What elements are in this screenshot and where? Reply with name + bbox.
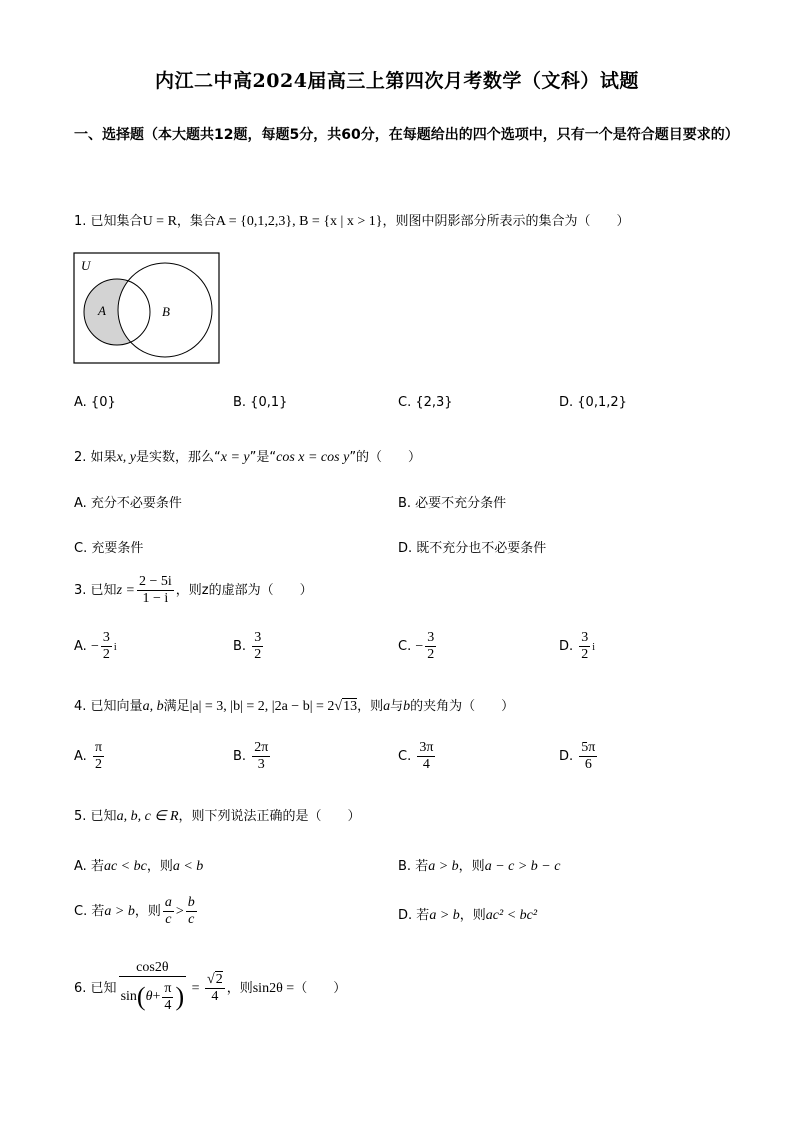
- q5-text-b: ，则下列说法正确的是（ ）: [178, 809, 361, 824]
- q2-text-d: ”的（ ）: [349, 450, 422, 465]
- q4-option-c[interactable]: C. $\frac{3\pi}{4}$: [398, 740, 434, 772]
- q5-option-b[interactable]: B. 若a > b，则a − c > b − c: [398, 859, 561, 874]
- q5-number: 5.: [74, 809, 87, 824]
- q1-number: 1.: [74, 214, 87, 229]
- q3-option-a[interactable]: A. − $\frac{3}{2}$ i: [74, 630, 117, 662]
- question-4: 4. 已知向量a, b满足|a| = 3, |b| = 2, |2a − b| = 2√13，则a与b的夹角为（ ）: [74, 699, 515, 714]
- q4-vectors: a, b: [142, 699, 164, 714]
- q4-condition: |a| = 3, |b| = 2, |2a − b| = 2: [189, 699, 335, 714]
- q6-ask: sin2θ =: [252, 981, 295, 997]
- q6-text-b: ，则: [226, 981, 253, 997]
- q4-text-a: 已知向量: [90, 699, 143, 714]
- q3-z: z =: [116, 583, 135, 598]
- q3-option-d[interactable]: D. $\frac{3}{2}$ i: [559, 630, 596, 662]
- q5-option-c[interactable]: C. 若a > b，则 $\frac{a}{c}$ > $\frac{b}{c}$: [74, 895, 195, 927]
- q4-option-a[interactable]: A. $\frac{\pi}{2}$: [74, 740, 103, 772]
- q3-fraction: [137, 574, 174, 607]
- q3-option-c[interactable]: C. − $\frac{3}{2}$: [398, 630, 435, 662]
- q5-option-a[interactable]: A. 若ac < bc，则a < b: [74, 859, 204, 874]
- q2-cond1: x = y: [220, 450, 250, 465]
- q1-option-a[interactable]: A. {0}: [74, 395, 116, 410]
- q2-option-b[interactable]: B. 必要不充分条件: [398, 496, 507, 511]
- q2-option-c[interactable]: C. 充要条件: [74, 541, 144, 556]
- venn-shaded-region: [73, 252, 221, 366]
- q3-denominator: 1 − i: [142, 591, 169, 606]
- venn-label-u: U: [81, 258, 91, 273]
- q5-condition: a, b, c ∈ R: [116, 809, 179, 824]
- question-1: [74, 210, 629, 230]
- q6-text-c: （ ）: [294, 981, 347, 997]
- page-title: 内江二中高2024届高三上第四次月考数学（文科）试题: [155, 70, 639, 92]
- q4-text-c: ，则: [357, 699, 384, 714]
- q6-number: 6.: [74, 981, 87, 997]
- q3-text-a: 已知: [90, 583, 117, 598]
- q1-text-c: ，则图中阴影部分所表示的集合为（ ）: [382, 214, 630, 229]
- question-6: 6. 已知 cos2θ sin(θ+ $\frac{\pi}{4}$ ) = $\frac{√2}{4}$ ，则sin2θ =（ ）: [74, 960, 346, 1017]
- q4-sqrt: √13: [334, 699, 358, 714]
- q3-numerator: 2 − 5i: [138, 574, 172, 589]
- q2-text-c: ”是“: [249, 450, 277, 465]
- q1-sets: A = {0,1,2,3}, B = {x | x > 1}: [215, 214, 383, 229]
- q4-option-b[interactable]: B. $\frac{2\pi}{3}$: [233, 740, 269, 772]
- q2-cond2: cos x = cos y: [276, 450, 350, 465]
- q3-option-b[interactable]: B. $\frac{3}{2}$: [233, 630, 262, 662]
- q2-number: 2.: [74, 450, 87, 465]
- question-5: [74, 805, 361, 825]
- q1-text-b: ，集合: [176, 214, 216, 229]
- q1-option-c[interactable]: C. {2,3}: [398, 395, 453, 410]
- venn-label-a: A: [98, 303, 106, 318]
- question-3: [74, 574, 313, 607]
- q5-text-a: 已知: [90, 809, 117, 824]
- q2-text-b: 是实数，那么“: [136, 450, 221, 465]
- q3-text-b: ，则z的虚部为（ ）: [175, 583, 313, 598]
- section-heading: 一、选择题（本大题共12题，每题5分，共60分，在每题给出的四个选项中，只有一个是符合题目要求的）: [74, 127, 739, 143]
- q1-text-a: 已知集合: [90, 214, 143, 229]
- q2-option-a[interactable]: A. 充分不必要条件: [74, 496, 182, 511]
- q2-option-d[interactable]: D. 既不充分也不必要条件: [398, 541, 547, 556]
- q1-option-d[interactable]: D. {0,1,2}: [559, 395, 627, 410]
- question-2: [74, 446, 421, 466]
- q4-number: 4.: [74, 699, 87, 714]
- q1-option-b[interactable]: B. {0,1}: [233, 395, 288, 410]
- q6-fraction: cos2θ sin(θ+ $\frac{\pi}{4}$ ): [120, 960, 185, 1013]
- q1-universe: U = R: [142, 214, 177, 229]
- venn-label-b: B: [162, 304, 170, 319]
- q2-vars: x, y: [116, 450, 136, 465]
- q3-number: 3.: [74, 583, 87, 598]
- q4-text-b: 满足: [163, 699, 190, 714]
- venn-diagram: [73, 252, 221, 366]
- q5-option-d[interactable]: D. 若a > b，则ac² < bc²: [398, 908, 538, 923]
- q2-text-a: 如果: [90, 450, 117, 465]
- q6-text-a: 已知: [90, 981, 117, 997]
- q6-rhs: $\frac{√2}{4}$: [207, 972, 223, 1005]
- q4-option-d[interactable]: D. $\frac{5\pi}{6}$: [559, 740, 596, 772]
